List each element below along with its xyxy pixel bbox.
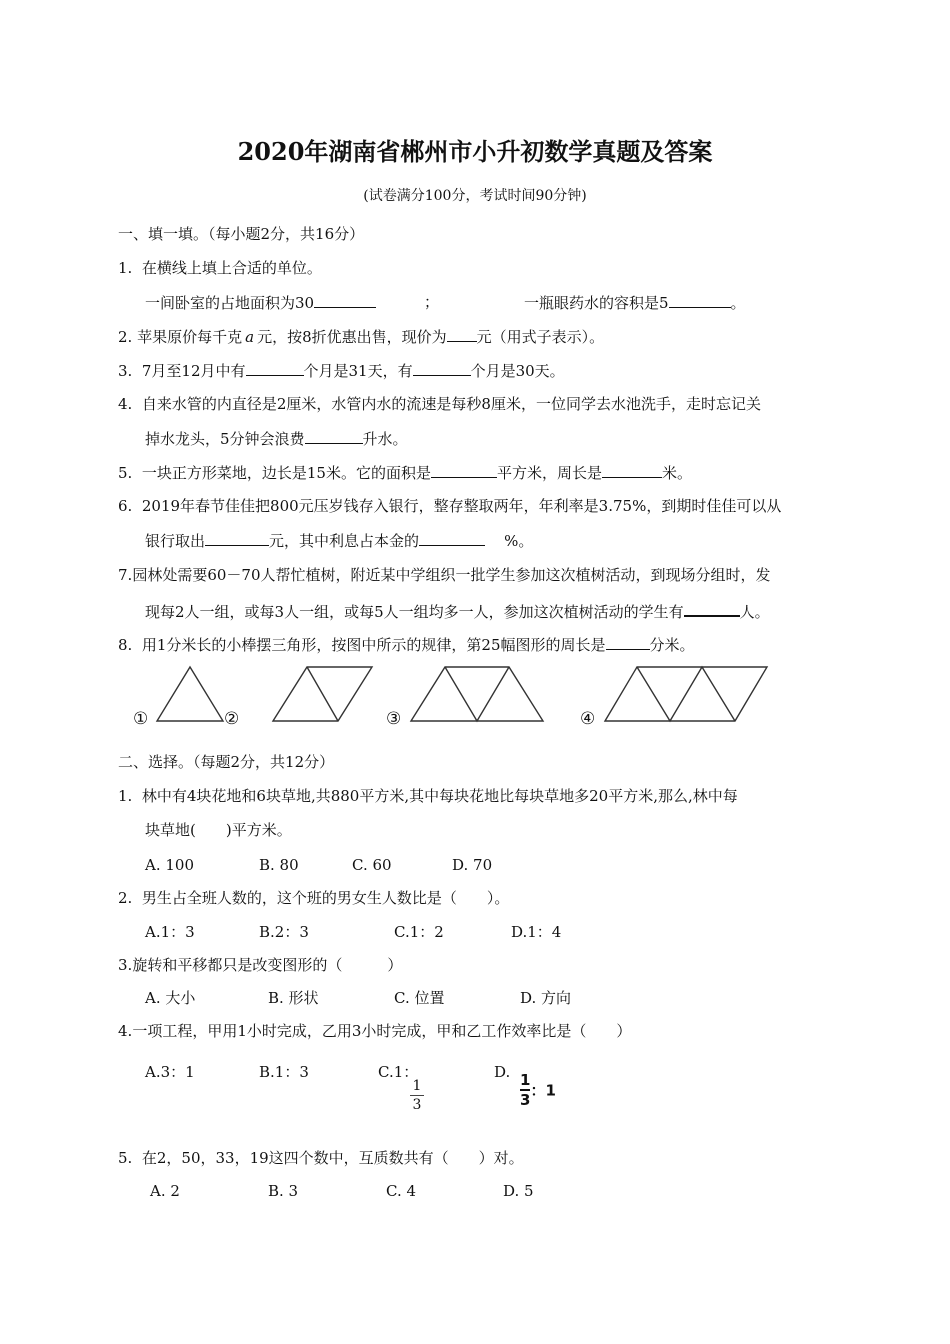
q2-5-option-b[interactable]: B. 3 <box>268 1182 299 1200</box>
figure-label-4: ④ <box>580 709 596 729</box>
q2-2-option-d[interactable]: D.1：4 <box>511 923 562 941</box>
q2-2: 2. 男生占全班人数的，这个班的男女生人数比是（ ）。 <box>118 889 510 907</box>
figure-4-triangles <box>605 667 767 721</box>
q2-1-option-b[interactable]: B. 80 <box>259 856 299 874</box>
q1-7-line2: 现每2人一组，或每3人一组，或每5人一组均多一人，参加这次植树活动的学生有 人。 <box>145 600 770 622</box>
q2-5-option-a[interactable]: A. 2 <box>150 1182 180 1200</box>
q2-1-option-c[interactable]: C. 60 <box>352 856 392 874</box>
page-subtitle: (试卷满分100分，考试时间90分钟) <box>363 188 587 204</box>
section-1-heading: 一、填一填。（每小题2分，共16分） <box>118 225 365 243</box>
q2-4-option-d[interactable]: D. <box>494 1063 511 1081</box>
q1-4-line2: 掉水龙头，5分钟会浪费 升水。 <box>145 430 408 448</box>
q2-4-option-b[interactable]: B.1：3 <box>259 1063 309 1081</box>
q2-1-line2: 块草地( )平方米。 <box>145 821 292 839</box>
q2-2-option-b[interactable]: B.2：3 <box>259 923 309 941</box>
q1-3: 3. 7月至12月中有 个月是31天，有 个月是30天。 <box>118 362 565 380</box>
q1-6-line2: 银行取出 元，其中利息占本金的 %。 <box>145 532 534 550</box>
q2-4-option-d-ratio: $\frac{1}{3}$ ：1 <box>520 1071 556 1109</box>
figure-2-triangles <box>273 667 372 721</box>
q1-1-semicolon: ； <box>424 293 440 311</box>
q2-1-option-d[interactable]: D. 70 <box>452 856 493 874</box>
q2-1: 1. 林中有4块花地和6块草地,共880平方米,其中每块花地比每块草地多20平方米,那么,林中每 <box>118 787 738 805</box>
q1-4: 4. 自来水管的内直径是2厘米，水管内水的流速是每秒8厘米，一位同学去水池洗手，走时忘记关 <box>118 395 761 413</box>
q1-6: 6. 2019年春节佳佳把800元压岁钱存入银行，整存整取两年，年利率是3.75%，到期时佳佳可以从 <box>118 497 782 515</box>
q1-5: 5. 一块正方形菜地，边长是15米。它的面积是 平方米，周长是 米。 <box>118 464 692 482</box>
q2-4: 4.一项工程，甲用1小时完成，乙用3小时完成，甲和乙工作效率比是（ ） <box>118 1022 632 1040</box>
q1-7: 7.园林处需要60－70人帮忙植树，附近某中学组织一批学生参加这次植树活动，到现场分组时，发 <box>118 566 771 584</box>
q2-3-option-a[interactable]: A. 大小 <box>145 989 196 1007</box>
q2-5-option-d[interactable]: D. 5 <box>503 1182 534 1200</box>
figure-1-triangles <box>157 667 223 721</box>
q2-3-option-d[interactable]: D. 方向 <box>520 989 572 1007</box>
q2-5: 5. 在2，50，33，19这四个数中，互质数共有（ ）对。 <box>118 1149 524 1167</box>
q1-8: 8. 用1分米长的小棒摆三角形，按图中所示的规律，第25幅图形的周长是 分米。 <box>118 636 695 654</box>
page-title: 2020年湖南省郴州市小升初数学真题及答案 <box>237 137 713 166</box>
q1-1: 1. 在横线上填上合适的单位。 <box>118 259 322 277</box>
q2-4-option-a[interactable]: A.3：1 <box>145 1063 195 1081</box>
q2-5-option-c[interactable]: C. 4 <box>386 1182 417 1200</box>
q1-1-line2b: 一瓶眼药水的容积是5 。 <box>524 294 746 312</box>
q2-3-option-c[interactable]: C. 位置 <box>394 989 445 1007</box>
q2-3: 3.旋转和平移都只是改变图形的（ ） <box>118 956 403 974</box>
figure-label-3: ③ <box>386 709 402 729</box>
q2-1-option-a[interactable]: A. 100 <box>145 856 194 874</box>
q2-2-option-a[interactable]: A.1：3 <box>145 923 195 941</box>
q2-4-option-c[interactable]: C.1： <box>378 1063 419 1081</box>
figure-3-triangles <box>411 667 543 721</box>
q1-2: 2. 苹果原价每千克 a 元，按8折优惠出售，现价为 元（用式子表示）。 <box>118 328 605 346</box>
figure-label-2: ② <box>224 709 240 729</box>
figure-label-1: ① <box>133 709 149 729</box>
q2-2-option-c[interactable]: C.1：2 <box>394 923 444 941</box>
q2-4-option-c-fraction: 1 3 <box>410 1078 424 1113</box>
q2-3-option-b[interactable]: B. 形状 <box>268 989 319 1007</box>
q1-1-line2: 一间卧室的占地面积为30 <box>145 292 376 313</box>
section-2-heading: 二、选择。（每题2分，共12分） <box>118 753 335 771</box>
